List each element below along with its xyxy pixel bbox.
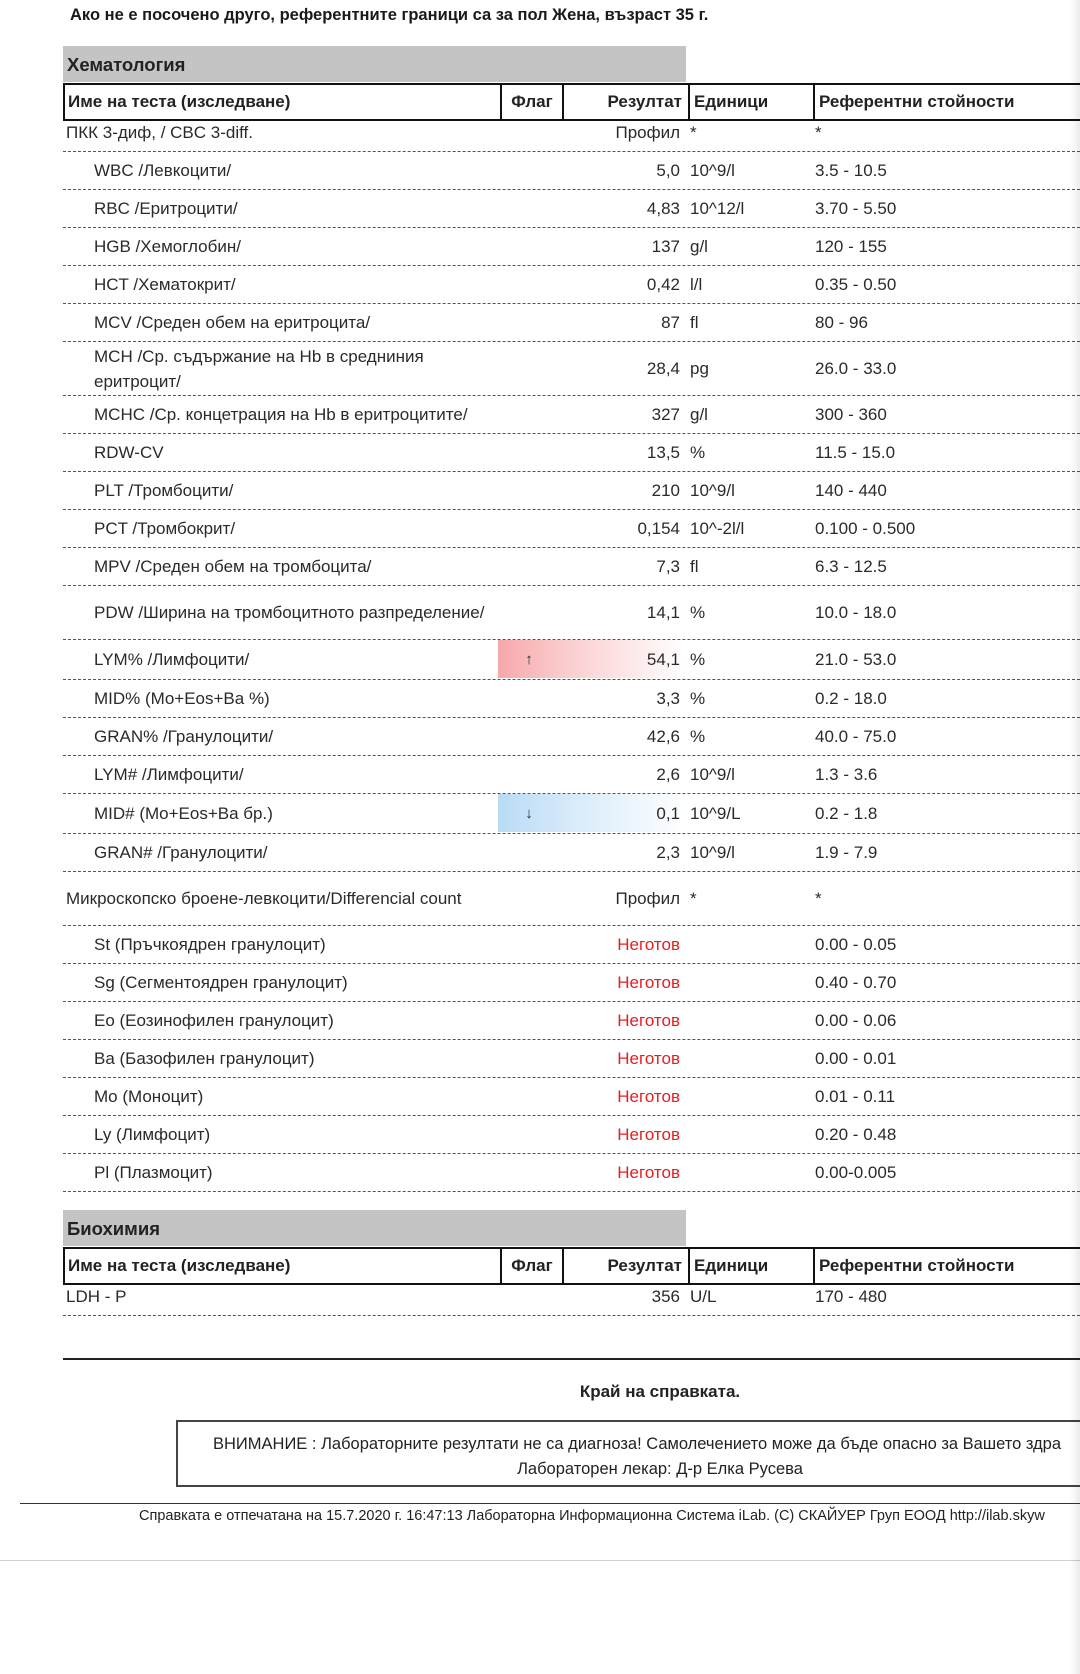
units: 10^9/l bbox=[690, 160, 735, 180]
table-row bbox=[63, 872, 1080, 926]
test-name: Ba (Базофилен гранулоцит) bbox=[94, 1049, 315, 1068]
flag bbox=[498, 718, 560, 755]
test-name: Sg (Сегментоядрен гранулоцит) bbox=[94, 973, 348, 992]
table-row bbox=[63, 926, 1080, 964]
flag bbox=[498, 756, 560, 793]
flag bbox=[498, 266, 560, 303]
column-header-result: Резултат bbox=[562, 1249, 688, 1283]
units: pg bbox=[690, 358, 709, 378]
table-row bbox=[63, 756, 1080, 794]
table-row bbox=[63, 1002, 1080, 1040]
reference-range: 40.0 - 75.0 bbox=[815, 726, 897, 746]
test-name: MCH /Ср. съдържание на Hb в средниния еритроцит/ bbox=[94, 346, 424, 391]
table-row bbox=[63, 114, 1080, 152]
units: 10^9/L bbox=[690, 803, 741, 823]
column-header-name: Име на теста (изследване) bbox=[68, 1256, 291, 1275]
end-divider bbox=[63, 1358, 1080, 1360]
reference-range: 140 - 440 bbox=[815, 480, 887, 500]
test-name: LYM# /Лимфоцити/ bbox=[94, 765, 244, 784]
result: Профил bbox=[615, 888, 680, 908]
test-name: MID# (Mo+Eos+Ba бр.) bbox=[94, 804, 273, 823]
table-row bbox=[63, 472, 1080, 510]
result: 327 bbox=[651, 404, 680, 424]
test-name: Микроскопско броене-левкоцити/Differencial count bbox=[66, 889, 462, 908]
units: 10^12/l bbox=[690, 198, 745, 218]
table-row bbox=[63, 834, 1080, 872]
reference-range: 3.70 - 5.50 bbox=[815, 198, 897, 218]
test-name: MPV /Среден обем на тромбоцита/ bbox=[94, 557, 372, 576]
table-row bbox=[63, 794, 1080, 834]
units: U/L bbox=[690, 1286, 717, 1306]
test-name: WBC /Левкоцити/ bbox=[94, 161, 232, 180]
reference-range: 80 - 96 bbox=[815, 312, 868, 332]
result: Неготов bbox=[617, 1124, 680, 1144]
units: 10^9/l bbox=[690, 480, 735, 500]
table-row bbox=[63, 266, 1080, 304]
flag bbox=[498, 228, 560, 265]
reference-range: 0.2 - 1.8 bbox=[815, 803, 878, 823]
units: l/l bbox=[690, 274, 703, 294]
column-header-units: Единици bbox=[688, 85, 813, 119]
result: 3,3 bbox=[656, 688, 680, 708]
arrow-down-icon: ↓ bbox=[525, 805, 533, 822]
result: 0,1 bbox=[656, 803, 680, 823]
units: * bbox=[690, 888, 697, 908]
reference-range: 26.0 - 33.0 bbox=[815, 358, 897, 378]
reference-note: Ако не е посочено друго, референтните граници са за пол Жена, възраст 35 г. bbox=[70, 6, 709, 24]
test-name: HGB /Хемоглобин/ bbox=[94, 237, 241, 256]
test-name: PDW /Ширина на тромбоцитното разпределение/ bbox=[94, 603, 485, 622]
result: 87 bbox=[661, 312, 680, 332]
table-row bbox=[63, 1154, 1080, 1192]
column-header-flag: Флаг bbox=[500, 1249, 562, 1283]
units bbox=[686, 964, 811, 1001]
section-title-biochemistry: Биохимия bbox=[63, 1210, 686, 1246]
reference-range: 0.00-0.005 bbox=[815, 1162, 897, 1182]
reference-range: 0.100 - 0.500 bbox=[815, 518, 916, 538]
units bbox=[686, 1154, 811, 1191]
footer-divider bbox=[20, 1503, 1080, 1504]
test-name: HCT /Хематокрит/ bbox=[94, 275, 236, 294]
flag bbox=[498, 1116, 560, 1153]
flag bbox=[498, 834, 560, 871]
arrow-up-icon: ↑ bbox=[525, 651, 533, 668]
units: g/l bbox=[690, 236, 708, 256]
units bbox=[686, 1116, 811, 1153]
table-row bbox=[63, 718, 1080, 756]
reference-range: 1.3 - 3.6 bbox=[815, 764, 878, 784]
column-header-name: Име на теста (изследване) bbox=[68, 92, 291, 111]
flag bbox=[498, 1154, 560, 1191]
result: Неготов bbox=[617, 934, 680, 954]
units: 10^-2l/l bbox=[690, 518, 745, 538]
result: Неготов bbox=[617, 972, 680, 992]
units: g/l bbox=[690, 404, 708, 424]
test-name: MID% (Mo+Eos+Ba %) bbox=[94, 689, 270, 708]
table-row bbox=[63, 396, 1080, 434]
result: 7,3 bbox=[656, 556, 680, 576]
table-row bbox=[63, 680, 1080, 718]
result: 5,0 bbox=[656, 160, 680, 180]
test-name: PCT /Тромбокрит/ bbox=[94, 519, 236, 538]
flag bbox=[498, 152, 560, 189]
units bbox=[686, 926, 811, 963]
units: 10^9/l bbox=[690, 764, 735, 784]
section-title-hematology: Хематология bbox=[63, 46, 686, 82]
print-footer: Справката е отпечатана на 15.7.2020 г. 16:47:13 Лабораторна Информационна Система iLab. (C) СКАЙУЕР Груп ЕООД http://ilab.skyw bbox=[139, 1508, 1045, 1524]
lab-doctor: Лабораторен лекар: Д-р Елка Русева bbox=[517, 1460, 803, 1478]
flag bbox=[498, 342, 560, 395]
result: 0,154 bbox=[637, 518, 680, 538]
reference-range: 0.20 - 0.48 bbox=[815, 1124, 897, 1144]
test-name: GRAN# /Гранулоцити/ bbox=[94, 843, 268, 862]
test-name: LDH - P bbox=[66, 1287, 127, 1306]
warning-text: ВНИМАНИЕ : Лабораторните резултати не са диагноза! Самолечението може да бъде опасно за Вашето здра bbox=[213, 1435, 1062, 1453]
result: 28,4 bbox=[646, 358, 680, 378]
reference-range: 10.0 - 18.0 bbox=[815, 602, 897, 622]
flag bbox=[498, 1002, 560, 1039]
column-header-reference: Референтни стойности bbox=[813, 85, 1080, 119]
reference-range: 170 - 480 bbox=[815, 1286, 887, 1306]
result: 137 bbox=[651, 236, 680, 256]
units: % bbox=[690, 602, 706, 622]
test-name: GRAN% /Гранулоцити/ bbox=[94, 727, 274, 746]
test-name: RBC /Еритроцити/ bbox=[94, 199, 238, 218]
test-name: Pl (Плазмоцит) bbox=[94, 1163, 213, 1182]
result: 13,5 bbox=[646, 442, 680, 462]
units: % bbox=[690, 688, 706, 708]
flag bbox=[498, 1278, 560, 1315]
test-name: MCV /Среден обем на еритроцита/ bbox=[94, 313, 371, 332]
table-row bbox=[63, 964, 1080, 1002]
flag bbox=[498, 1078, 560, 1115]
reference-range: * bbox=[815, 122, 822, 142]
test-name: PLT /Тромбоцити/ bbox=[94, 481, 234, 500]
result: 54,1 bbox=[646, 649, 680, 669]
reference-range: 0.00 - 0.06 bbox=[815, 1010, 897, 1030]
result: 4,83 bbox=[646, 198, 680, 218]
flag bbox=[498, 964, 560, 1001]
reference-range: 0.00 - 0.01 bbox=[815, 1048, 897, 1068]
flag bbox=[498, 396, 560, 433]
test-name: RDW-CV bbox=[94, 443, 164, 462]
reference-range: 0.00 - 0.05 bbox=[815, 934, 897, 954]
units bbox=[686, 1078, 811, 1115]
flag bbox=[498, 472, 560, 509]
units: % bbox=[690, 649, 706, 669]
flag bbox=[498, 510, 560, 547]
flag bbox=[498, 434, 560, 471]
test-name: ПКК 3-диф, / CBC 3-diff. bbox=[66, 123, 253, 142]
reference-range: 0.40 - 0.70 bbox=[815, 972, 897, 992]
table-row bbox=[63, 1078, 1080, 1116]
reference-range: 21.0 - 53.0 bbox=[815, 649, 897, 669]
reference-range: 120 - 155 bbox=[815, 236, 887, 256]
result: Профил bbox=[615, 122, 680, 142]
result: 2,6 bbox=[656, 764, 680, 784]
page-bottom-divider bbox=[0, 1560, 1080, 1561]
units: 10^9/l bbox=[690, 842, 735, 862]
table-row bbox=[63, 548, 1080, 586]
flag bbox=[498, 190, 560, 227]
column-header-flag: Флаг bbox=[500, 85, 562, 119]
result: Неготов bbox=[617, 1162, 680, 1182]
reference-range: 6.3 - 12.5 bbox=[815, 556, 887, 576]
page-edge-shadow bbox=[1070, 0, 1080, 1674]
table-row bbox=[63, 1040, 1080, 1078]
flag bbox=[498, 548, 560, 585]
units: % bbox=[690, 726, 706, 746]
table-row bbox=[63, 342, 1080, 396]
units: fl bbox=[690, 556, 699, 576]
result: 210 bbox=[651, 480, 680, 500]
flag bbox=[498, 586, 560, 639]
reference-range: 0.35 - 0.50 bbox=[815, 274, 897, 294]
column-header-reference: Референтни стойности bbox=[813, 1249, 1080, 1283]
test-name: Ly (Лимфоцит) bbox=[94, 1125, 211, 1144]
table-row bbox=[63, 510, 1080, 548]
table-row bbox=[63, 190, 1080, 228]
column-header-result: Резултат bbox=[562, 85, 688, 119]
units: fl bbox=[690, 312, 699, 332]
test-name: LYM% /Лимфоцити/ bbox=[94, 650, 250, 669]
table-row bbox=[63, 640, 1080, 680]
result: 42,6 bbox=[646, 726, 680, 746]
test-name: St (Пръчкоядрен гранулоцит) bbox=[94, 935, 326, 954]
reference-range: 300 - 360 bbox=[815, 404, 887, 424]
table-row bbox=[63, 228, 1080, 266]
column-header-units: Единици bbox=[688, 1249, 813, 1283]
flag bbox=[498, 680, 560, 717]
table-row bbox=[63, 1116, 1080, 1154]
flag bbox=[498, 304, 560, 341]
table-row bbox=[63, 434, 1080, 472]
result: 14,1 bbox=[646, 602, 680, 622]
reference-range: * bbox=[815, 888, 822, 908]
flag bbox=[498, 926, 560, 963]
units bbox=[686, 1002, 811, 1039]
result: 0,42 bbox=[646, 274, 680, 294]
end-of-report: Край на справката. bbox=[579, 1382, 741, 1401]
result: Неготов bbox=[617, 1010, 680, 1030]
reference-range: 3.5 - 10.5 bbox=[815, 160, 887, 180]
reference-range: 0.2 - 18.0 bbox=[815, 688, 887, 708]
result: Неготов bbox=[617, 1048, 680, 1068]
table-row bbox=[63, 1278, 1080, 1316]
units: % bbox=[690, 442, 706, 462]
warning-box bbox=[176, 1420, 1080, 1487]
test-name: Mo (Моноцит) bbox=[94, 1087, 204, 1106]
table-row bbox=[63, 304, 1080, 342]
result: 356 bbox=[651, 1286, 680, 1306]
units: * bbox=[690, 122, 697, 142]
result: 2,3 bbox=[656, 842, 680, 862]
reference-range: 0.01 - 0.11 bbox=[815, 1086, 896, 1106]
test-name: Eo (Еозинофилен гранулоцит) bbox=[94, 1011, 334, 1030]
reference-range: 11.5 - 15.0 bbox=[815, 442, 896, 462]
flag bbox=[498, 1040, 560, 1077]
table-row bbox=[63, 586, 1080, 640]
units bbox=[686, 1040, 811, 1077]
result: Неготов bbox=[617, 1086, 680, 1106]
flag bbox=[498, 872, 560, 925]
table-row bbox=[63, 152, 1080, 190]
reference-range: 1.9 - 7.9 bbox=[815, 842, 878, 862]
test-name: MCHC /Ср. концетрация на Hb в еритроцитите/ bbox=[94, 405, 468, 424]
flag bbox=[498, 114, 560, 151]
